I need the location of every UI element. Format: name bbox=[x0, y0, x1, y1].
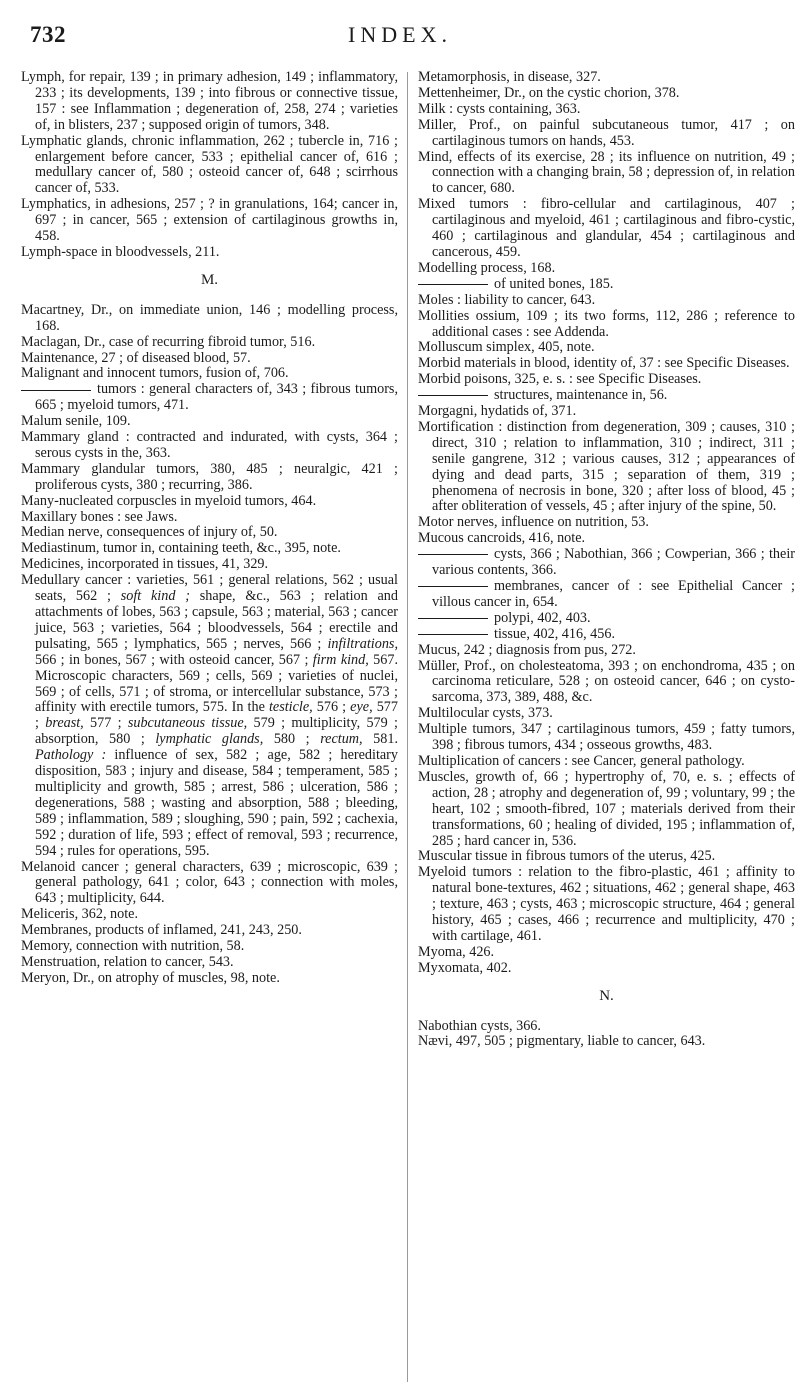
index-entry: Multilocular cysts, 373. bbox=[418, 705, 553, 722]
index-entry: Maclagan, Dr., case of recurring fibroid tumor, 516. bbox=[21, 333, 316, 350]
index-entry: Multiplication of cancers : see Cancer, general pathology. bbox=[418, 752, 745, 769]
page-title: INDEX. bbox=[348, 22, 452, 47]
index-entry: Mettenheimer, Dr., on the cystic chorion, 378. bbox=[418, 84, 680, 101]
index-entry: Lymphatic glands, chronic inflammation, 262 ; tubercle in, 716 ; enlargement before cancer, 533 ; epithelial cancer of, 616 ; medullary cancer of, 580 ; osteoid cancer of, 648 ; scirrhous cancer of, 533. bbox=[21, 132, 398, 197]
index-entry: Miller, Prof., on painful subcutaneous tumor, 417 ; on cartilaginous tumors on hands, 453. bbox=[418, 116, 795, 149]
index-subentry: tissue, 402, 416, 456. bbox=[418, 627, 795, 643]
index-entry: Mollities ossium, 109 ; its two forms, 112, 286 ; reference to additional cases : see Addenda. bbox=[418, 307, 795, 340]
index-entry: Melanoid cancer ; general characters, 639 ; microscopic, 639 ; general pathology, 641 ; color, 643 ; connection with moles, 643 ; multiplicity, 644. bbox=[21, 858, 398, 907]
ditto-dash bbox=[418, 586, 488, 587]
index-entry: Modelling process, 168. bbox=[418, 259, 556, 276]
index-entry: Mammary gland : contracted and indurated, with cysts, 364 ; serous cysts in the, 363. bbox=[21, 429, 398, 461]
index-subentry: membranes, cancer of : see Epithelial Cancer ; villous cancer in, 654. bbox=[418, 579, 795, 611]
index-entry: Müller, Prof., on cholesteatoma, 393 ; on enchondroma, 435 ; on carcinoma reticulare, 528 ; on osteoid cancer, 646 ; on cysto-sarcoma, 373, 389, 488, &c. bbox=[418, 657, 795, 706]
index-entry: Median nerve, consequences of injury of, 50. bbox=[21, 524, 278, 541]
index-subentry: structures, maintenance in, 56. bbox=[418, 388, 795, 404]
index-entry: Malum senile, 109. bbox=[21, 413, 131, 430]
ditto-dash bbox=[418, 634, 488, 635]
index-entry: Many-nucleated corpuscles in myeloid tumors, 464. bbox=[21, 492, 317, 509]
ditto-dash bbox=[21, 390, 91, 391]
index-subentry: cysts, 366 ; Nabothian, 366 ; Cowperian, 366 ; their various contents, 366. bbox=[418, 547, 795, 579]
index-entry: Milk : cysts containing, 363. bbox=[418, 100, 581, 117]
index-entry: Malignant and innocent tumors, fusion of, 706. bbox=[21, 365, 289, 382]
index-entry: Morgagni, hydatids of, 371. bbox=[418, 403, 577, 420]
index-entry: Memory, connection with nutrition, 58. bbox=[21, 938, 245, 955]
index-entry: Maxillary bones : see Jaws. bbox=[21, 508, 178, 525]
right-column bbox=[418, 70, 795, 1050]
ditto-dash bbox=[418, 284, 488, 285]
left-column bbox=[21, 70, 398, 987]
index-entry: Muscular tissue in fibrous tumors of the uterus, 425. bbox=[418, 848, 716, 865]
index-entry: Menstruation, relation to cancer, 543. bbox=[21, 953, 234, 970]
index-entry: Mammary glandular tumors, 380, 485 ; neuralgic, 421 ; proliferous cysts, 380 ; recurring, 386. bbox=[21, 460, 398, 493]
section-letter-m: M. bbox=[200, 271, 219, 288]
index-subentry: tumors : general characters of, 343 ; fibrous tumors, 665 ; myeloid tumors, 471. bbox=[21, 382, 398, 414]
index-entry: Muscles, growth of, 66 ; hypertrophy of, 70, e. s. ; effects of action, 28 ; atrophy and degeneration of, 99 ; voluntary, 99 ; the heart, 102 ; smooth-fibred, 107 ; materials derived from their transformations, 60 ; healing of divided, 195 ; inflammation of, 285 ; hard cancer in, 536. bbox=[418, 768, 795, 849]
index-entry: Membranes, products of inflamed, 241, 243, 250. bbox=[21, 922, 302, 939]
index-subentry: of united bones, 185. bbox=[418, 277, 795, 293]
index-entry: Mixed tumors : fibro-cellular and cartilaginous, 407 ; cartilaginous and myeloid, 461 ; cartilaginous and fibro-cystic, 460 ; cartilaginous and glandular, 454 ; cartilaginous and cancerous, 459. bbox=[418, 196, 795, 260]
index-subentry: polypi, 402, 403. bbox=[418, 611, 795, 627]
index-entry: Lymph, for repair, 139 ; in primary adhesion, 149 ; inflammatory, 233 ; its developments, 139 ; into fibrous or connective tissue, 157 : see Inflammation ; degeneration of, 258, 274 ; varieties of, in blisters, 237 ; supposed origin of tumors, 348. bbox=[21, 69, 398, 133]
index-entry: Meryon, Dr., on atrophy of muscles, 98, note. bbox=[21, 969, 280, 986]
page-header bbox=[0, 22, 800, 52]
index-entry: Motor nerves, influence on nutrition, 53. bbox=[418, 514, 649, 531]
index-entry: Myeloid tumors : relation to the fibro-plastic, 461 ; affinity to natural bone-textures, 462 ; situations, 462 ; general shape, 463 ; texture, 463 ; cysts, 463 ; microscopic structure, 464 ; general history, 465 ; cases, 466 ; recurrence and multiplicity, 470 ; with cartilage, 461. bbox=[418, 864, 795, 944]
ditto-dash bbox=[418, 618, 488, 619]
index-entry: Mucous cancroids, 416, note. bbox=[418, 530, 586, 547]
index-entry: Nabothian cysts, 366. bbox=[418, 1017, 541, 1034]
page-number: 732 bbox=[30, 22, 66, 47]
index-entry: Maintenance, 27 ; of diseased blood, 57. bbox=[21, 349, 251, 366]
index-entry: Moles : liability to cancer, 643. bbox=[418, 291, 596, 308]
index-entry: Mind, effects of its exercise, 28 ; its influence on nutrition, 49 ; connection with a changing brain, 58 ; depression of, in relation to cancer, 680. bbox=[418, 148, 795, 197]
index-entry: Lymph-space in bloodvessels, 211. bbox=[21, 243, 220, 260]
index-entry: Medicines, incorporated in tissues, 41, 329. bbox=[21, 556, 269, 573]
ditto-dash bbox=[418, 395, 488, 396]
index-entry: Molluscum simplex, 405, note. bbox=[418, 339, 595, 356]
index-entry: Nævi, 497, 505 ; pigmentary, liable to cancer, 643. bbox=[418, 1033, 706, 1050]
index-entry: Mortification : distinction from degeneration, 309 ; causes, 310 ; direct, 310 ; relation to inflammation, 310 ; indirect, 311 ; senile gangrene, 312 ; various causes, 312 ; appearances of dying and dead parts, 315 ; separation of them, 319 ; phenomena of necrosis in bone, 320 ; after loss of blood, 45 ; after obliteration of vessels, 45 ; after injury of the spine, 50. bbox=[418, 418, 795, 515]
index-entry-medullary: Medullary cancer : varieties, 561 ; general relations, 562 ; usual seats, 562 ; soft kind ; shape, &c., 563 ; relation and attachments of lobes, 563 ; capsule, 563 ; material, 563 ; cancer juice, 563 ; varieties, 564 ; bloodvessels, 564 ; erectile and pulsating, 565 ; lymphatics, 565 ; nerves, 566 ; infiltrations, 566 ; in bones, 567 ; with osteoid cancer, 567 ; firm kind, 567. Microscopic characters, 569 ; cells, 569 ; varieties of nuclei, 569 ; of cells, 571 ; of stroma, or intercellular substance, 573 ; affinity with erectile tumors, 575. In the testicle, 576 ; eye, 577 ; breast, 577 ; subcutaneous tissue, 579 ; multiplicity, 579 ; absorption, 580 ; lymphatic glands, 580 ; rectum, 581. Pathology : influence of sex, 582 ; age, 582 ; hereditary disposition, 583 ; injury and disease, 584 ; temperament, 585 ; multiplicity and growth, 585 ; arrest, 586 ; ulceration, 586 ; degenerations, 588 ; wasting and absorption, 588 ; bleeding, 589 ; inflammation, 589 ; sloughing, 590 ; pain, 592 ; cachexia, 592 ; duration of life, 593 ; effect of removal, 593 ; recurrence, 594 ; rules for operations, 595. bbox=[21, 572, 399, 859]
index-entry: Macartney, Dr., on immediate union, 146 ; modelling process, 168. bbox=[21, 301, 398, 334]
index-entry: Metamorphosis, in disease, 327. bbox=[418, 69, 601, 85]
index-entry: Lymphatics, in adhesions, 257 ; ? in granulations, 164; cancer in, 697 ; in cancer, 565 ; extension of cartilaginous growths in, 458. bbox=[21, 196, 398, 245]
index-entry: Multiple tumors, 347 ; cartilaginous tumors, 459 ; fatty tumors, 398 ; fibrous tumors, 434 ; osseous growths, 483. bbox=[418, 721, 795, 754]
index-entry: Myoma, 426. bbox=[418, 943, 495, 960]
index-entry: Myxomata, 402. bbox=[418, 959, 512, 976]
index-entry: Mucus, 242 ; diagnosis from pus, 272. bbox=[418, 641, 636, 658]
index-entry: Morbid poisons, 325, e. s. : see Specific Diseases. bbox=[418, 371, 702, 388]
index-entry: Meliceris, 362, note. bbox=[21, 906, 139, 923]
section-letter-n: N. bbox=[599, 987, 614, 1004]
ditto-dash bbox=[418, 554, 488, 555]
index-entry: Morbid materials in blood, identity of, 37 : see Specific Diseases. bbox=[418, 355, 790, 372]
column-divider bbox=[407, 72, 408, 1382]
index-entry: Mediastinum, tumor in, containing teeth, &c., 395, note. bbox=[21, 540, 341, 557]
